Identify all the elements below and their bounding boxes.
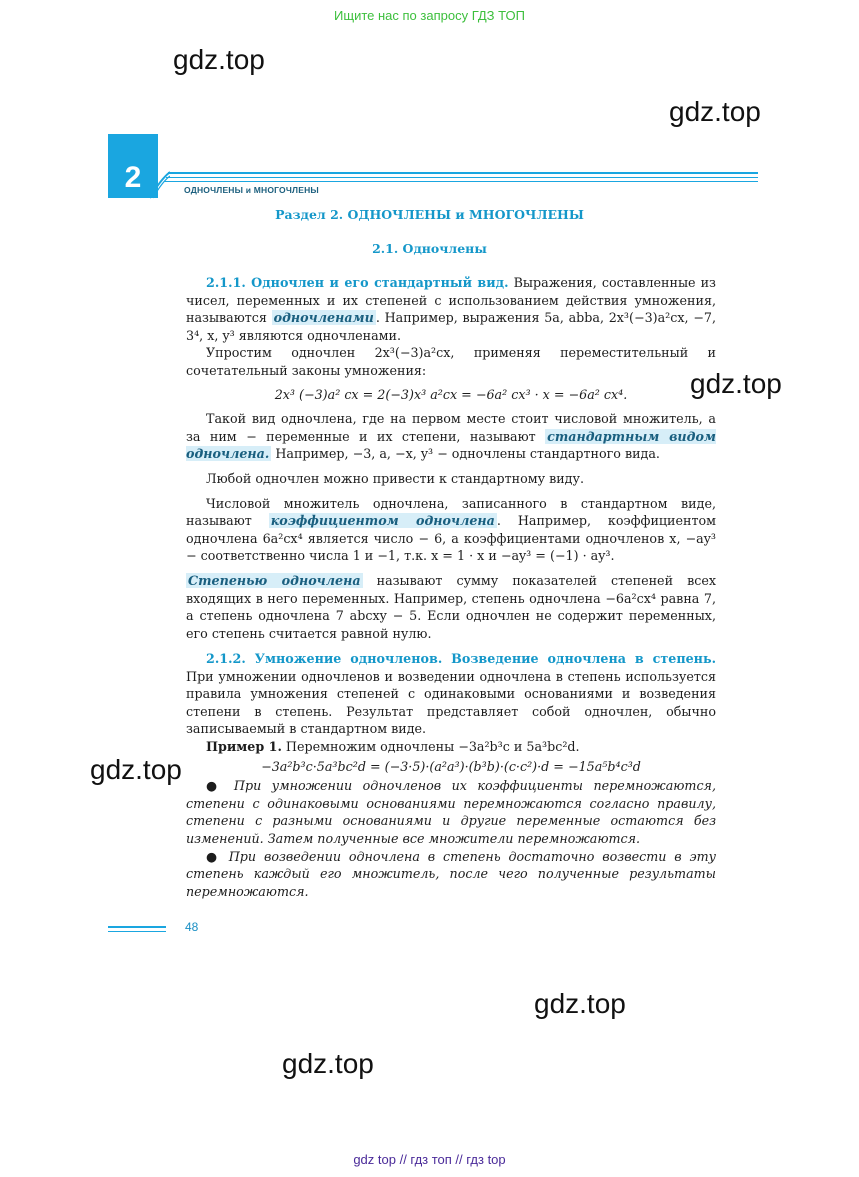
section-heading: 2.1.2. Умножение одночленов. Возведение одночлена в степень. [206,651,716,666]
term-highlight: одночленами [273,310,374,326]
chapter-number: 2 [124,161,142,194]
note: ● При возведении одночлена в степень достаточно возвести в эту степень каждый его множитель, после чего полученные результаты перемножаются. [186,848,716,899]
text: При умножении одночленов и возведении одночлена в степень используется правила умножения степеней с одинаковыми основаниями и возведения степени в степень. Результат представляет собой одночлен, обычно записываемый в стандартном виде. [186,668,716,737]
text: Такой вид одночлена, где на первом месте стоит числовой множитель, а за ним − переменные и их степени, называют [186,411,716,444]
subsection-title: 2.1. Одночлены [372,241,487,256]
top-banner: Ищите нас по запросу ГДЗ ТОП [334,8,525,23]
chapter-swoosh [150,170,170,200]
page-number: 48 [185,920,199,934]
text: Например, −3, a, −x, y³ − одночлены стандартного вида. [271,446,660,462]
footer-links: gdz top // гдз топ // гдз top [353,1152,506,1167]
footer-rule [108,926,166,928]
formula: 2x³ (−3)a² cx = 2(−3)x³ a²cx = −6a² cx³ · x = −6a² cx⁴. [274,386,628,402]
paragraph [186,572,716,642]
paragraph: Упростим одночлен 2x³(−3)a²cx, применяя переместительный и сочетательный законы умножения: [186,345,716,378]
running-head: ОДНОЧЛЕНЫ и МНОГОЧЛЕНЫ [184,185,319,195]
example-label: Пример 1. [206,738,282,754]
watermark: gdz.top [690,368,782,399]
paragraph [186,495,716,565]
section-heading: 2.1.1. Одночлен и его стандартный вид. [206,275,509,290]
text: Выражения, составленные из чисел, переменных и их степеней с использованием действия умножения, называются [186,275,716,326]
footer-rule [108,931,166,932]
paragraph [186,410,716,463]
header-rule [164,181,758,182]
watermark: gdz.top [282,1048,374,1079]
paragraph: Любой одночлен можно привести к стандартному виду. [206,470,584,486]
header-rule [166,177,758,178]
term-highlight: коэффициентом одночлена [270,513,495,529]
note: ● При умножении одночленов их коэффициенты перемножаются, степени с одинаковыми основаниями перемножаются согласно правилу, степени с разными основаниями и другие переменные остаются без изменений. Затем полученные все множители перемножаются. [186,778,716,846]
text: называют сумму показателей степеней всех входящих в него переменных. Например, степень одночлена −6a²cx⁴ равна 7, а степень одночлена 7 abcxy − 5. Если одночлен не содержит переменных, его степень считается равной нулю. [186,572,716,641]
formula: −3a²b³c·5a³bc²d = (−3·5)·(a²a³)·(b³b)·(c·c²)·d = −15a⁵b⁴c³d [261,758,641,774]
paragraph [186,650,716,738]
example [186,738,716,756]
text: Числовой множитель одночлена, записанного в стандартном виде, называют [186,495,716,529]
section-2-1-1 [186,274,716,642]
watermark: gdz.top [173,44,265,75]
header-rule [168,172,758,174]
watermark: gdz.top [534,988,626,1019]
watermark: gdz.top [669,96,761,127]
section-2-1-2 [186,650,716,900]
term-highlight: стандартным видом одночлена. [186,428,716,462]
watermark: gdz.top [90,754,182,785]
text: . Например, выражения 5a, abba, 2x³(−3)a²cx, −7, 3⁴, x, y³ являются одночленами. [186,310,717,343]
paragraph [186,274,716,344]
term-highlight: Степенью одночлена [188,572,361,588]
text: Перемножим одночлены −3a²b³c и 5a³bc²d. [281,738,580,754]
section-title: Раздел 2. ОДНОЧЛЕНЫ и МНОГОЧЛЕНЫ [275,207,584,222]
text: . Например, коэффициентом одночлена 6a²cx⁴ является число − 6, а коэффициентами одночленов x, −ay³ − соответственно числа 1 и −1, т.к. x = 1 · x и −ay³ = (−1) · ay³. [186,513,717,564]
